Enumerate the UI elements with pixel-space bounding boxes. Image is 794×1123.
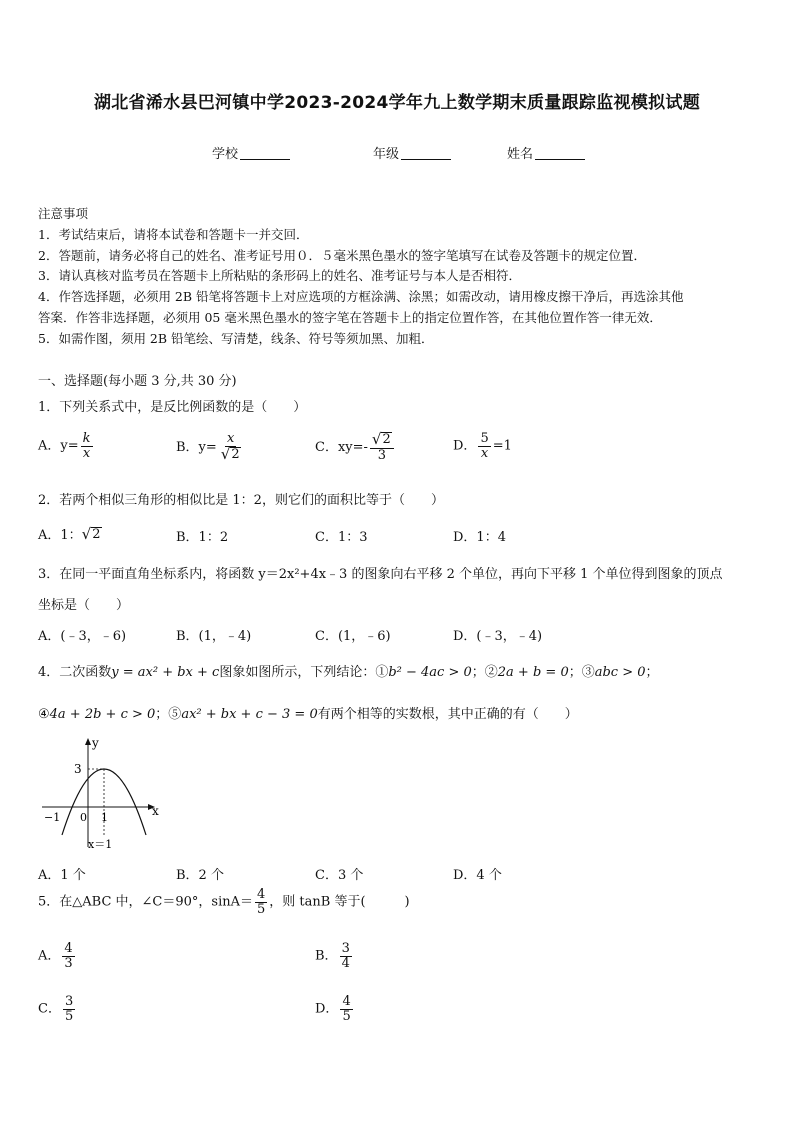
section-heading: 一、选择题(每小题 3 分,共 30 分) bbox=[38, 374, 237, 389]
q2-option-b[interactable]: B．1：2 bbox=[176, 530, 229, 545]
graph-symmetry-label: x＝1 bbox=[88, 838, 113, 851]
q4-option-d[interactable]: D．4 个 bbox=[453, 868, 502, 883]
q1-c-label: C．xy=- bbox=[315, 439, 368, 455]
name-label: 姓名 bbox=[507, 147, 534, 162]
q5-d-fraction bbox=[340, 995, 352, 1023]
q1-d-tail: =1 bbox=[492, 438, 512, 454]
q5-stem-a: 5．在△ABC 中，∠C＝90°，sinA＝ bbox=[38, 894, 254, 910]
q5-stem-b: ，则 tanB 等于( ) bbox=[269, 894, 410, 910]
sqrt-sign: √ bbox=[81, 525, 92, 543]
sqrt-sign: √ bbox=[371, 430, 382, 449]
q5-option-d[interactable] bbox=[315, 995, 355, 1023]
q2-option-c[interactable]: C．1：3 bbox=[315, 530, 368, 545]
graph-tick-minus-1: −1 bbox=[44, 811, 61, 824]
notice-item-1: 1．考试结束后，请将本试卷和答题卡一并交回． bbox=[38, 227, 309, 242]
graph-tick-0: 0 bbox=[80, 811, 87, 824]
sqrt-sign: √ bbox=[220, 444, 231, 463]
q4-conclusion-4: 4a + 2b + c > 0 bbox=[49, 707, 156, 722]
q4-stem-a: 4．二次函数 bbox=[38, 665, 112, 680]
grade-label: 年级 bbox=[373, 147, 400, 162]
q4-parabola-graph bbox=[38, 735, 168, 853]
q1-a-num: k bbox=[82, 431, 91, 446]
q4-option-b[interactable]: B．2 个 bbox=[176, 868, 224, 883]
q3-stem-line2: 坐标是（ ） bbox=[38, 598, 130, 613]
q5-d-den: 5 bbox=[342, 1008, 351, 1024]
q2-option-d[interactable]: D．1：4 bbox=[453, 530, 506, 545]
q4-option-c[interactable]: C．3 个 bbox=[315, 868, 364, 883]
q5-option-b[interactable] bbox=[315, 942, 354, 970]
q1-c-num: 2 bbox=[382, 432, 391, 447]
q1-d-den: x bbox=[480, 445, 489, 461]
graph-x-label: x bbox=[152, 804, 159, 818]
q1-d-num: 5 bbox=[480, 431, 489, 446]
school-field[interactable] bbox=[212, 143, 290, 162]
q3-option-b[interactable]: B．(1，﹣4) bbox=[176, 629, 252, 644]
q5-b-label: B． bbox=[315, 948, 338, 964]
graph-y-label: y bbox=[92, 736, 99, 750]
q1-c-den: 3 bbox=[377, 447, 386, 463]
q4-c4-prefix: ④ bbox=[38, 707, 50, 722]
graph-tick-1: 1 bbox=[101, 811, 108, 824]
q1-b-num: x bbox=[227, 431, 235, 446]
notice-item-2: 2．答题前，请务必将自己的姓名、准考证号用０．５毫米黑色墨水的签字笔填写在试卷及答题卡的规定位置． bbox=[38, 248, 646, 263]
q5-b-fraction bbox=[340, 942, 352, 970]
school-blank[interactable] bbox=[240, 147, 290, 160]
q1-b-fraction bbox=[219, 432, 243, 463]
q5-d-num: 4 bbox=[342, 994, 351, 1009]
q4-conclusion-2: 2a + b = 0 bbox=[497, 665, 569, 680]
q5-c-den: 5 bbox=[64, 1008, 74, 1024]
q2-a-radicand: 2 bbox=[92, 526, 101, 542]
q5-c-label: C． bbox=[38, 1001, 61, 1017]
notice-item-5: 5．如需作图，须用 2B 铅笔绘、写清楚，线条、符号等须加黑、加粗． bbox=[38, 331, 434, 346]
q3-option-c[interactable]: C．(1，﹣6) bbox=[315, 629, 391, 644]
q5-b-num: 3 bbox=[341, 941, 350, 956]
name-field[interactable] bbox=[507, 143, 585, 162]
q3-option-a[interactable]: A．(﹣3，﹣6) bbox=[38, 629, 127, 644]
q4-stem-line1 bbox=[38, 661, 659, 680]
q1-d-fraction bbox=[478, 432, 490, 460]
q5-a-label: A． bbox=[38, 948, 61, 964]
q5-d-label: D． bbox=[315, 1001, 339, 1017]
q1-d-label: D． bbox=[453, 438, 477, 454]
q5-c-num: 3 bbox=[64, 994, 74, 1009]
q2-option-a[interactable] bbox=[38, 524, 102, 543]
grade-field[interactable] bbox=[373, 143, 451, 162]
notice-item-4-cont: 答案．作答非选择题，必须用 05 毫米黑色墨水的签字笔在答题卡上的指定位置作答，在其他位置作答一律无效． bbox=[38, 310, 662, 325]
q1-a-label: A．y= bbox=[38, 438, 79, 454]
notice-item-4: 4．作答选择题，必须用 2B 铅笔将答题卡上对应选项的方框涂满、涂黑；如需改动，请用橡皮擦干净后，再选涂其他 bbox=[38, 289, 684, 304]
q4-sep-3: ；③ bbox=[568, 665, 595, 680]
q4-stem-line2 bbox=[38, 703, 578, 722]
q3-option-d[interactable]: D．(﹣3，﹣4) bbox=[453, 629, 543, 644]
q5-a-den: 3 bbox=[64, 955, 73, 971]
q3-stem-line1: 3．在同一平面直角坐标系内，将函数 y＝2x²+4x﹣3 的图象向右平移 2 个单位，再向下平移 1 个单位得到图象的顶点 bbox=[38, 567, 723, 582]
q4-conclusion-1: b² − 4ac > 0 bbox=[388, 665, 472, 680]
q4-function: y = ax² + bx + c bbox=[111, 665, 220, 680]
q4-tail-1: ； bbox=[645, 665, 659, 680]
q1-c-fraction bbox=[370, 432, 394, 463]
q4-tail-2: 有两个相等的实数根，其中正确的有（ ） bbox=[317, 707, 578, 722]
q4-conclusion-5: ax² + bx + c − 3 = 0 bbox=[181, 707, 318, 722]
q1-a-fraction bbox=[81, 432, 93, 460]
graph-tick-3: 3 bbox=[74, 762, 82, 776]
q4-option-a[interactable]: A．1 个 bbox=[38, 868, 86, 883]
q1-b-den: 2 bbox=[231, 446, 240, 462]
q1-option-a[interactable] bbox=[38, 432, 95, 460]
notice-item-3: 3．请认真核对监考员在答题卡上所粘贴的条形码上的姓名、准考证号与本人是否相符． bbox=[38, 268, 521, 283]
q5-c-fraction bbox=[63, 995, 75, 1023]
q5-option-c[interactable] bbox=[38, 995, 77, 1023]
name-blank[interactable] bbox=[535, 147, 585, 160]
notice-heading: 注意事项 bbox=[38, 206, 89, 221]
q5-stem bbox=[38, 888, 410, 916]
y-axis-arrow bbox=[85, 738, 91, 745]
q4-sep-2: ；② bbox=[471, 665, 498, 680]
grade-blank[interactable] bbox=[401, 147, 451, 160]
q1-a-den: x bbox=[82, 445, 91, 461]
q1-b-label: B．y= bbox=[176, 439, 217, 455]
q4-sep-5: ；⑤ bbox=[155, 707, 182, 722]
q1-stem: 1．下列关系式中，是反比例函数的是（ ） bbox=[38, 400, 307, 415]
q5-stem-fraction bbox=[255, 888, 267, 916]
q5-stem-num: 4 bbox=[257, 887, 266, 902]
q1-option-b[interactable] bbox=[176, 432, 245, 463]
q2-a-label: A．1： bbox=[38, 528, 82, 543]
q1-option-d[interactable] bbox=[453, 432, 512, 460]
school-label: 学校 bbox=[212, 147, 239, 162]
q4-stem-b: 图象如图所示，下列结论：① bbox=[219, 665, 389, 680]
page-title: 湖北省浠水县巴河镇中学2023-2024学年九上数学期末质量跟踪监视模拟试题 bbox=[93, 93, 701, 113]
q5-b-den: 4 bbox=[341, 955, 350, 971]
q4-conclusion-3: abc > 0 bbox=[594, 665, 646, 680]
q5-a-fraction bbox=[62, 942, 74, 970]
q1-option-c[interactable] bbox=[315, 432, 396, 463]
q2-stem: 2．若两个相似三角形的相似比是 1：2，则它们的面积比等于（ ） bbox=[38, 493, 444, 508]
q5-option-a[interactable] bbox=[38, 942, 77, 970]
q5-stem-den: 5 bbox=[257, 901, 266, 917]
q5-a-num: 4 bbox=[64, 941, 73, 956]
